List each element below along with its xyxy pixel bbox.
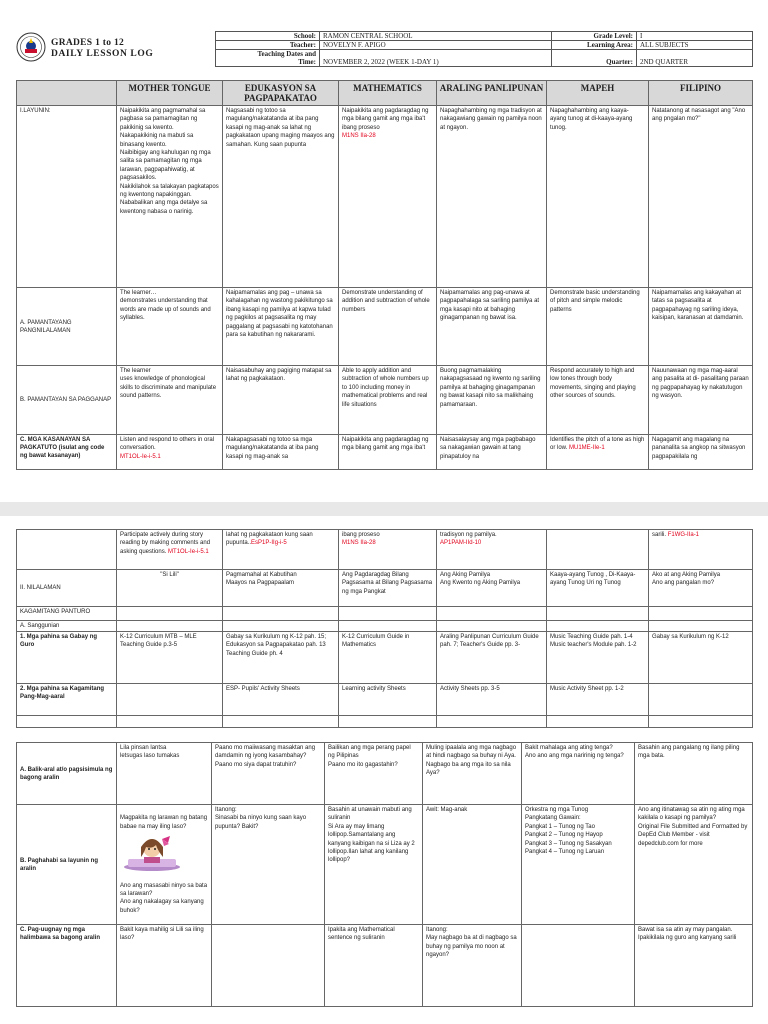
cell-paghahabi-math: Basahin at unawain mabuti ang suliranin Si Ara ay may limang lollipop.Samantalang ang kanyang kaibigan na si Liza ay 2 lollipop.Ilan lahat ang kanilang lollipop? [325,805,423,925]
cell-gabay-fil: Gabay sa Kurikulum ng K-12 [649,632,753,684]
row-continuation [17,530,753,570]
cell-gabay-ap: Araling Panlipunan Curriculum Guide pah. 7; Teacher's Guide pp. 3- [437,632,547,684]
row-pagganap [17,366,753,435]
row-layunin [17,106,753,288]
row-label-gabay-guro: 1. Mga pahina sa Gabay ng Guro [17,632,117,684]
cell-pangnilalaman-mt: The learner… demonstrates understanding that words are made up of sounds and syllables. [117,288,223,366]
cell-kagamitang-ap: Activity Sheets pp. 3-5 [437,684,547,716]
code-mt-kasanayan: MT1OL-Ie-i-5.1 [120,453,161,460]
cell-nilalaman-esp: Pagmamahal at Kabutihan Maayos na Pagpapaalam [223,570,339,607]
row-pangnilalaman [17,288,753,366]
cell-layunin-math: Naipakikita ang pagdaragdag ng mga bilang gamit ang mga iba't ibang proseso M1NS IIa-28 [339,106,437,288]
cell-kasanayan-math: Naipakikita ang pagdaragdag ng mga bilang gamit ang mga iba't [339,435,437,470]
cell-gabay-mapeh: Music Teaching Guide pah. 1-4 Music teacher's Module pah. 1-2 [547,632,649,684]
cell-pangnilalaman-ap: Naipamamalas ang pag-unawa at pagpapahalaga sa sariling pamilya at mga kasapi nito at bahaging ginagampanan ng bawat isa. [437,288,547,366]
cell-balik-ap: Muling ipaalala ang mga nagbago at hindi nagbago sa buhay ni Aya. Nagbago ba ang mga ito sa nila Aya? [423,743,522,805]
code-math-layunin: M1NS IIa-28 [342,133,376,140]
page-2 [0,516,768,1024]
school-label: School: [216,32,320,41]
row-label-layunin: I.LAYUNIN: [17,106,117,288]
cell-pangnilalaman-math: Demonstrate understanding of addition and subtraction of whole numbers [339,288,437,366]
cell-pagganap-mapeh: Respond accurately to high and low tones through body movements, singing and playing other sources of sounds. [547,366,649,435]
col-header-filipino: FILIPINO [649,81,753,106]
cell-kasanayan-fil: Nagagamit ang magalang na pananalita sa angkop na sitwasyon pagpapakilala ng [649,435,753,470]
row-nilalaman [17,570,753,607]
cell-pangnilalaman-mapeh: Demonstrate basic understanding of pitch and simple melodic patterns [547,288,649,366]
cell-nilalaman-ap: Ang Aking Pamilya Ang Kwento ng Aking Pamilya [437,570,547,607]
title-line-1: GRADES 1 to 12 [51,38,125,48]
code-mapeh-kasanayan: MU1ME-IIe-1 [569,445,605,452]
cell-kagamitang-esp: ESP- Pupils' Activity Sheets [223,684,339,716]
cell-pagganap-fil: Nauunawaan ng mga mag-aaral ang pasalita at di- pasalitang paraan ng pagpapahayag ky nakatutugon ng wasyon. [649,366,753,435]
row-label-kasanayan: C. MGA KASANAYAN SA PAGKATUTO (isulat ang code ng bawat kasanayan) [17,435,117,470]
row-kasanayan [17,435,753,470]
code-esp-cont: EsP1P-IIg-i-5 [251,540,287,547]
cell-paghahabi-mapeh: Orkestra ng mga Tunog Pangkatang Gawain: Pangkat 1 – Tunog ng Tao Pangkat 2 – Tunog ng Hayop Pangkat 3 – Tunog ng Sasakyan Pangkat 4 – Tunog ng Laruan [522,805,635,925]
cell-uugnay-math: Ipakita ang Mathematical sentence ng suliranin [325,925,423,1007]
cell-pangnilalaman-esp: Naipamamalas ang pag – unawa sa kahalagahan ng wastong pakikitungo sa ibang kasapi ng pamilya at kapwa tulad ng pagkilos at pagsasalita ng may paggalang at pagsasabi ng katotohanan para sa kabutihan ng nakararami. [223,288,339,366]
col-header-mother-tongue: MOTHER TONGUE [117,81,223,106]
cell-kagamitang-math: Learning activity Sheets [339,684,437,716]
deped-seal-logo [16,32,46,62]
cell-pangnilalaman-fil: Naipamamalas ang kakayahan at tatas sa pagsasalita at pagpapahayag ng sariling ideya, kaisipan, karanasan at damdamin. [649,288,753,366]
row-blank-separator [17,716,753,728]
teacher-value: NOVELYN F. APIGO [320,41,552,50]
cell-gabay-mt: K-12 Curriculum MTB – MLE Teaching Guide p.3-5 [117,632,223,684]
area-value: ALL SUBJECTS [637,41,753,50]
corner-header [17,81,117,106]
cell-balik-math: Bailikan ang mga perang papel ng Pilipinas Paano mo ito gagastahin? [325,743,423,805]
row-label-continuation [17,530,117,570]
code-fil-cont: F1WG-IIa-1 [667,532,700,538]
col-header-mathematics: MATHEMATICS [339,81,437,106]
row-label-kagamitan: KAGAMITANG PANTURO [17,607,117,621]
cell-nilalaman-math: Ang Pagdaragdag Bilang Pagsasama at Bilang Pagsasama ng mga Pangkat [339,570,437,607]
col-header-araling-panlipunan: ARALING PANLIPUNAN [437,81,547,106]
row-balik-aral [17,743,753,805]
row-label-sanggunian: A. Sanggunian [17,621,117,632]
cell-cont-mt: Participate actively during story reading by making comments and asking questions. MT1OL-Ie-i-5.1 [117,530,223,570]
cell-balik-fil: Basahin ang pangalang ng ilang piling mga bata. [635,743,753,805]
cell-pagganap-esp: Naisasabuhay ang pagiging matapat sa lahat ng pagkakataon. [223,366,339,435]
area-label: Learning Area: [552,41,637,50]
row-kagamitang-pang [17,684,753,716]
cell-layunin-mt: Naipakikita ang pagmamahal sa pagbasa sa pamamagitan ng pakikinig sa kwento. Nakapakikinig na mabuti sa binasang kwento. Naibibigay ang kahulugan ng mga salita sa pamamagitan ng mga larawan, pagpapahiwatig, at pagsasakilos. Nakikilahok sa talakayan pagkatapos ng kwentong napakinggan. Nababalikan ang mga detalye sa kwentong nabasa o narinig. [117,106,223,288]
row-sanggunian [17,621,753,632]
cell-gabay-esp: Gabay sa Kurikulum ng K-12 pah. 15; Edukasyon sa Pagpapakatao pah. 13 Teaching Guide ph. 4 [223,632,339,684]
cell-cont-fil: sarili. F1WG-IIa-1 [649,530,753,570]
col-header-esp: EDUKASYON SA PAGPAPAKATAO [223,81,339,106]
cell-pagganap-math: Able to apply addition and subtraction of whole numbers up to 100 including money in mathematical problems and real life situations [339,366,437,435]
cell-paghahabi-esp: Itanong: Sinasabi ba ninyo kung saan kayo pupunta? Bakit? [212,805,325,925]
school-value: RAMON CENTRAL SCHOOL [320,32,552,41]
row-label-paghahabi: B. Paghahabi sa layunin ng aralin [17,805,117,925]
page-1 [0,0,768,502]
cell-kasanayan-esp: Nakapagsasabi ng totoo sa mga magulang/nakatatanda at iba pang kasapi ng mag-anak sa [223,435,339,470]
cell-nilalaman-mapeh: Kaaya-ayang Tunog , Di-Kaaya-ayang Tunog Uri ng Tunog [547,570,649,607]
code-mt-cont: MT1OL-Ie-i-5.1 [168,548,209,555]
dates-value: NOVEMBER 2, 2022 (WEEK 1-DAY 1) [320,50,552,67]
cell-layunin-mapeh: Napaghahambing ang kaaya-ayang tunog at di-kaaya-ayang tunog. [547,106,649,288]
row-label-pagganap: B. PAMANTAYAN SA PAGGANAP [17,366,117,435]
cell-paghahabi-ap: Awit: Mag-anak [423,805,522,925]
row-label-kagamitang-pang: 2. Mga pahina sa Kagamitang Pang-Mag-aaral [17,684,117,716]
cell-uugnay-fil: Bawat isa sa atin ay may pangalan. Ipakikilala ng guro ang kanyang sarili [635,925,753,1007]
row-gabay-guro [17,632,753,684]
cell-cont-math: ibang proseso M1NS IIa-28 [339,530,437,570]
cell-pagganap-ap: Buong pagmamalaking nakapagsasaad ng kwento ng sariling pamilya at bahaging ginagampanan ng bawat kasapi nito sa malikhaing pamamaraan. [437,366,547,435]
cell-cont-ap: tradisyon ng pamilya. AP1PAM-IId-10 [437,530,547,570]
cell-balik-mt: Lila pinsan lantsa letsugas laso tumakas [117,743,212,805]
quarter-label: Quarter: [552,50,637,67]
cell-paghahabi-mt: Magpakita ng larawan ng batang babae na may iling laso? Ano ang masasabi ninyo sa bata sa larawan? Ano ang nakalagay sa kanyang buhok? [117,805,212,925]
cell-pagganap-mt: The learner uses knowledge of phonological skills to discriminate and manipulate sound patterns. [117,366,223,435]
cell-balik-esp: Paano mo maiiwasang masaktan ang damdamin ng iyong kasambahay? Paano mo siya dapat tratuhin? [212,743,325,805]
cell-balik-mapeh: Bakit mahalaga ang ating tenga? Ano ano ang mga naririnig ng tenga? [522,743,635,805]
quarter-value: 2ND QUARTER [637,50,753,67]
cell-cont-mapeh [547,530,649,570]
cell-kasanayan-mt: Listen and respond to others in oral conversation. MT1OL-Ie-i-5.1 [117,435,223,470]
cell-gabay-math: K-12 Curriculum Guide in Mathematics [339,632,437,684]
code-ap-cont: AP1PAM-IId-10 [440,540,482,547]
row-label-nilalaman: II. NILALAMAN [17,570,117,607]
cell-layunin-esp: Nagsasabi ng totoo sa magulang/nakatatanda at iba pang kasapi ng mag-anak sa lahat ng pagkakataon upang maging maayos ang samahan. Kung saan pupunta [223,106,339,288]
grade-value: I [637,32,753,41]
cell-uugnay-ap: Itanong: May nagbago ba at di nagbago sa buhay ng pamilya mo noon at ngayon? [423,925,522,1007]
code-math-cont: M1NS IIa-28 [342,540,376,547]
row-label-pangnilalaman: A. PAMANTAYANG PANGNILALAMAN [17,288,117,366]
lesson-table-page-2-bottom [16,742,753,1007]
cell-paghahabi-fil: Ano ang itinatawag sa atin ng ating mga kakilala o kasapi ng pamilya? Original File Submitted and Formatted by DepEd Club Member - visit depedclub.com for more [635,805,753,925]
girl-with-ribbon-illustration [122,833,182,871]
row-kagamitan [17,607,753,621]
lesson-table-page-1 [16,80,753,470]
lesson-table-page-2-top [16,529,753,728]
row-label-pag-uugnay: C. Pag-uugnay ng mga halimbawa sa bagong aralin [17,925,117,1007]
row-pag-uugnay [17,925,753,1007]
cell-cont-esp: lahat ng pagkakataon kung saan pupunta..EsP1P-IIg-i-5 [223,530,339,570]
cell-uugnay-mt: Bakit kaya mahilig si Lili sa iling laso? [117,925,212,1007]
row-label-balik-aral: A. Balik-aral at/o pagsisimula ng bagong aralin [17,743,117,805]
row-paghahabi [17,805,753,925]
cell-kagamitang-mapeh: Music Activity Sheet pp. 1-2 [547,684,649,716]
cell-kasanayan-mapeh: Identifies the pitch of a tone as high or low. MU1ME-IIe-1 [547,435,649,470]
cell-nilalaman-mt: "Si Lili" [117,570,223,607]
teacher-label: Teacher: [216,41,320,50]
cell-kasanayan-ap: Naisasalaysay ang mga pagbabago sa nakagawian gawain at tang pinapatuloy na [437,435,547,470]
title-line-2: DAILY LESSON LOG [51,49,154,59]
grade-label: Grade Level: [552,32,637,41]
header-info-table [215,31,753,67]
col-header-mapeh: MAPEH [547,81,649,106]
dates-label: Teaching Dates and Time: [216,50,320,67]
cell-nilalaman-fil: Ako at ang Aking Pamilya Ano ang pangalan mo? [649,570,753,607]
cell-layunin-fil: Natatanong at nasasagot ang "Ano ang pngalan mo?" [649,106,753,288]
cell-layunin-ap: Napaghahambing ng mga tradisyon at nakagawiang gawain ng pamilya noon at ngayon. [437,106,547,288]
